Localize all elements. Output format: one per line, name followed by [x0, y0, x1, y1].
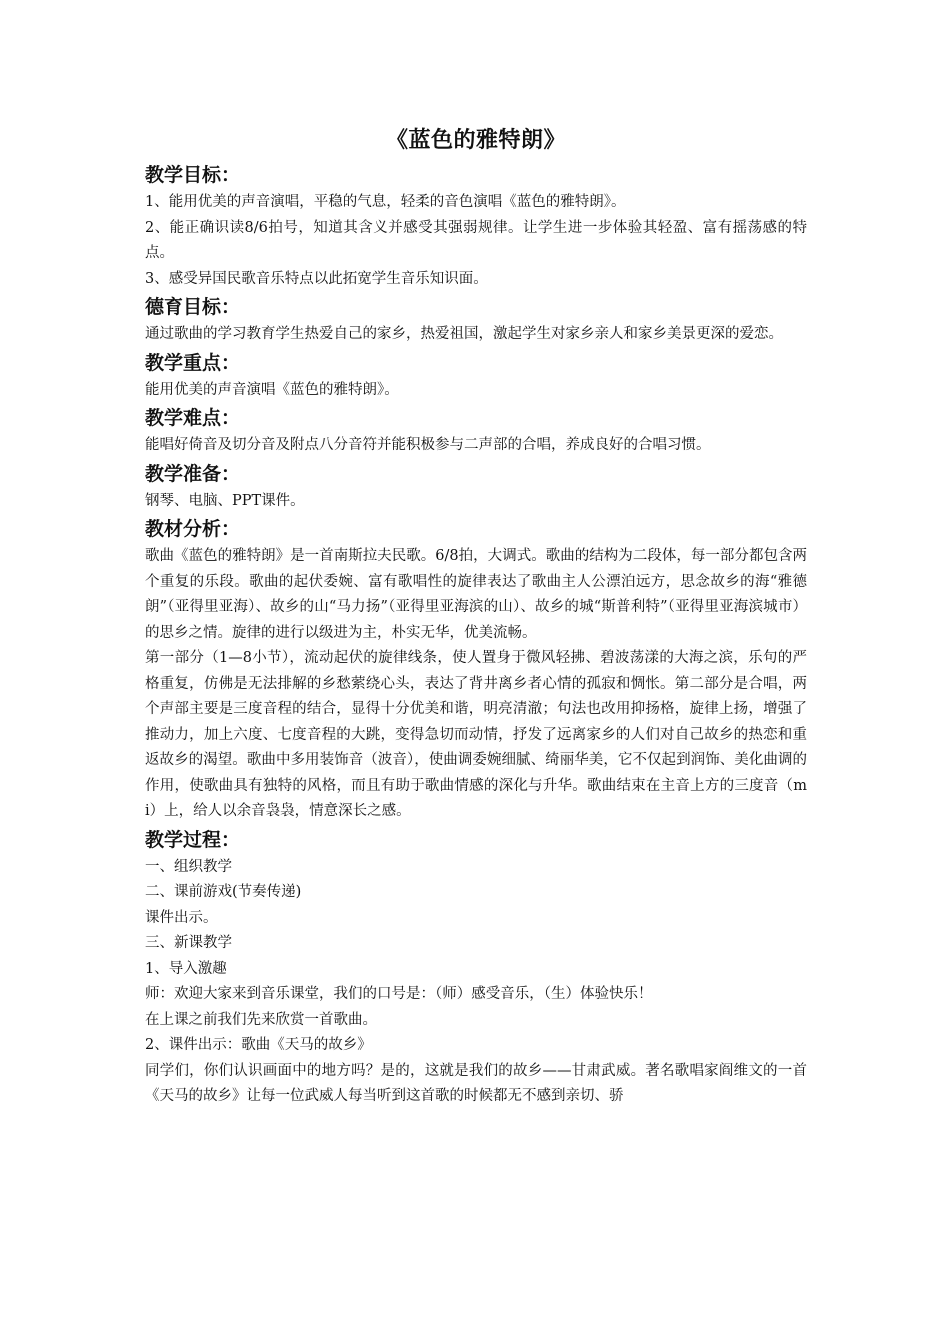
section-paragraph: 能用优美的声音演唱《蓝色的雅特朗》。: [145, 381, 399, 398]
section-paragraph: 歌曲《蓝色的雅特朗》是一首南斯拉夫民歌。6/8拍，大调式。歌曲的结构为二段体，每一部分都包含两个重复的乐段。歌曲的起伏委婉、富有歌唱性的旋律表达了歌曲主人公漂泊远方，思念故乡的海“雅德朗”（亚得里亚海）、故乡的山“马力扬”（亚得里亚海滨的山）、故乡的城“斯普利特”（亚得里亚海滨城市）的思乡之情。旋律的进行以级进为主，朴实无华，优美流畅。: [145, 548, 807, 641]
section-paragraph: 1、能用优美的声音演唱，平稳的气息，轻柔的音色演唱《蓝色的雅特朗》。: [145, 194, 626, 210]
section-heading: 教材分析：: [145, 518, 241, 540]
section-heading: 教学难点：: [145, 407, 241, 429]
section-paragraph: 第一部分（1—8小节），流动起伏的旋律线条，使人置身于微风轻拂、碧波荡漾的大海之滨，乐句的严格重复，仿佛是无法排解的乡愁萦绕心头，表达了背井离乡者心情的孤寂和惆怅。第二部分是合唱，两个声部主要是三度音程的结合，显得十分优美和谐，明亮清澈；句法也改用抑扬格，旋律上扬，增强了推动力，加上六度、七度音程的大跳，变得急切而动情，抒发了远离家乡的人们对自己故乡的热恋和重返故乡的渴望。歌曲中多用装饰音（波音），使曲调委婉细腻、绮丽华美，它不仅起到润饰、美化曲调的作用，使歌曲具有独特的风格，而且有助于歌曲情感的深化与升华。歌曲结束在主音上方的三度音（mi）上，给人以余音袅袅，情意深长之感。: [145, 650, 807, 819]
document-content: [145, 124, 807, 1110]
section-paragraph: 能唱好倚音及切分音及附点八分音符并能积极参与二声部的合唱，养成良好的合唱习惯。: [145, 437, 711, 453]
section: [145, 459, 807, 515]
section-paragraph: 在上课之前我们先来欣赏一首歌曲。: [145, 1011, 377, 1028]
section-paragraph: 师：欢迎大家来到音乐课堂，我们的口号是：（师）感受音乐，（生）体验快乐！: [145, 986, 653, 1002]
section-paragraph: 课件出示。: [145, 909, 218, 926]
section-paragraph: 2、课件出示：歌曲《天马的故乡》: [145, 1037, 372, 1053]
section: [145, 292, 807, 348]
section-paragraph: 1、导入激趣: [145, 960, 227, 977]
section: [145, 403, 807, 459]
section-paragraph: 二、课前游戏(节奏传递): [145, 884, 302, 900]
section-paragraph: 3、感受异国民歌音乐特点以此拓宽学生音乐知识面。: [145, 270, 488, 287]
section-heading: 教学准备：: [145, 462, 241, 485]
section-paragraph: 钢琴、电脑、PPT课件。: [145, 492, 305, 509]
document-title: 《蓝色的雅特朗》: [385, 128, 566, 153]
section-paragraph: 一、组织教学: [145, 858, 232, 875]
section: [145, 160, 807, 292]
section-heading: 教学目标：: [145, 164, 241, 186]
section: [145, 514, 807, 825]
section-heading: 教学过程：: [145, 828, 241, 851]
section: [145, 348, 807, 404]
section-paragraph: 2、能正确识读8/6拍号，知道其含义并感受其强弱规律。让学生进一步体验其轻盈、富有摇荡感的特点。: [145, 219, 807, 261]
document-sections: [145, 160, 807, 1110]
section-paragraph: 同学们，你们认识画面中的地方吗？是的，这就是我们的故乡——甘肃武威。著名歌唱家阎维文的一首《天马的故乡》让每一位武威人每当听到这首歌的时候都无不感到亲切、骄: [145, 1062, 807, 1104]
section-paragraph: 三、新课教学: [145, 935, 232, 951]
section-paragraph: 通过歌曲的学习教育学生热爱自己的家乡，热爱祖国，激起学生对家乡亲人和家乡美景更深的爱恋。: [145, 326, 783, 342]
section-heading: 德育目标：: [145, 296, 241, 318]
section-heading: 教学重点：: [145, 351, 241, 374]
section: [145, 825, 807, 1110]
